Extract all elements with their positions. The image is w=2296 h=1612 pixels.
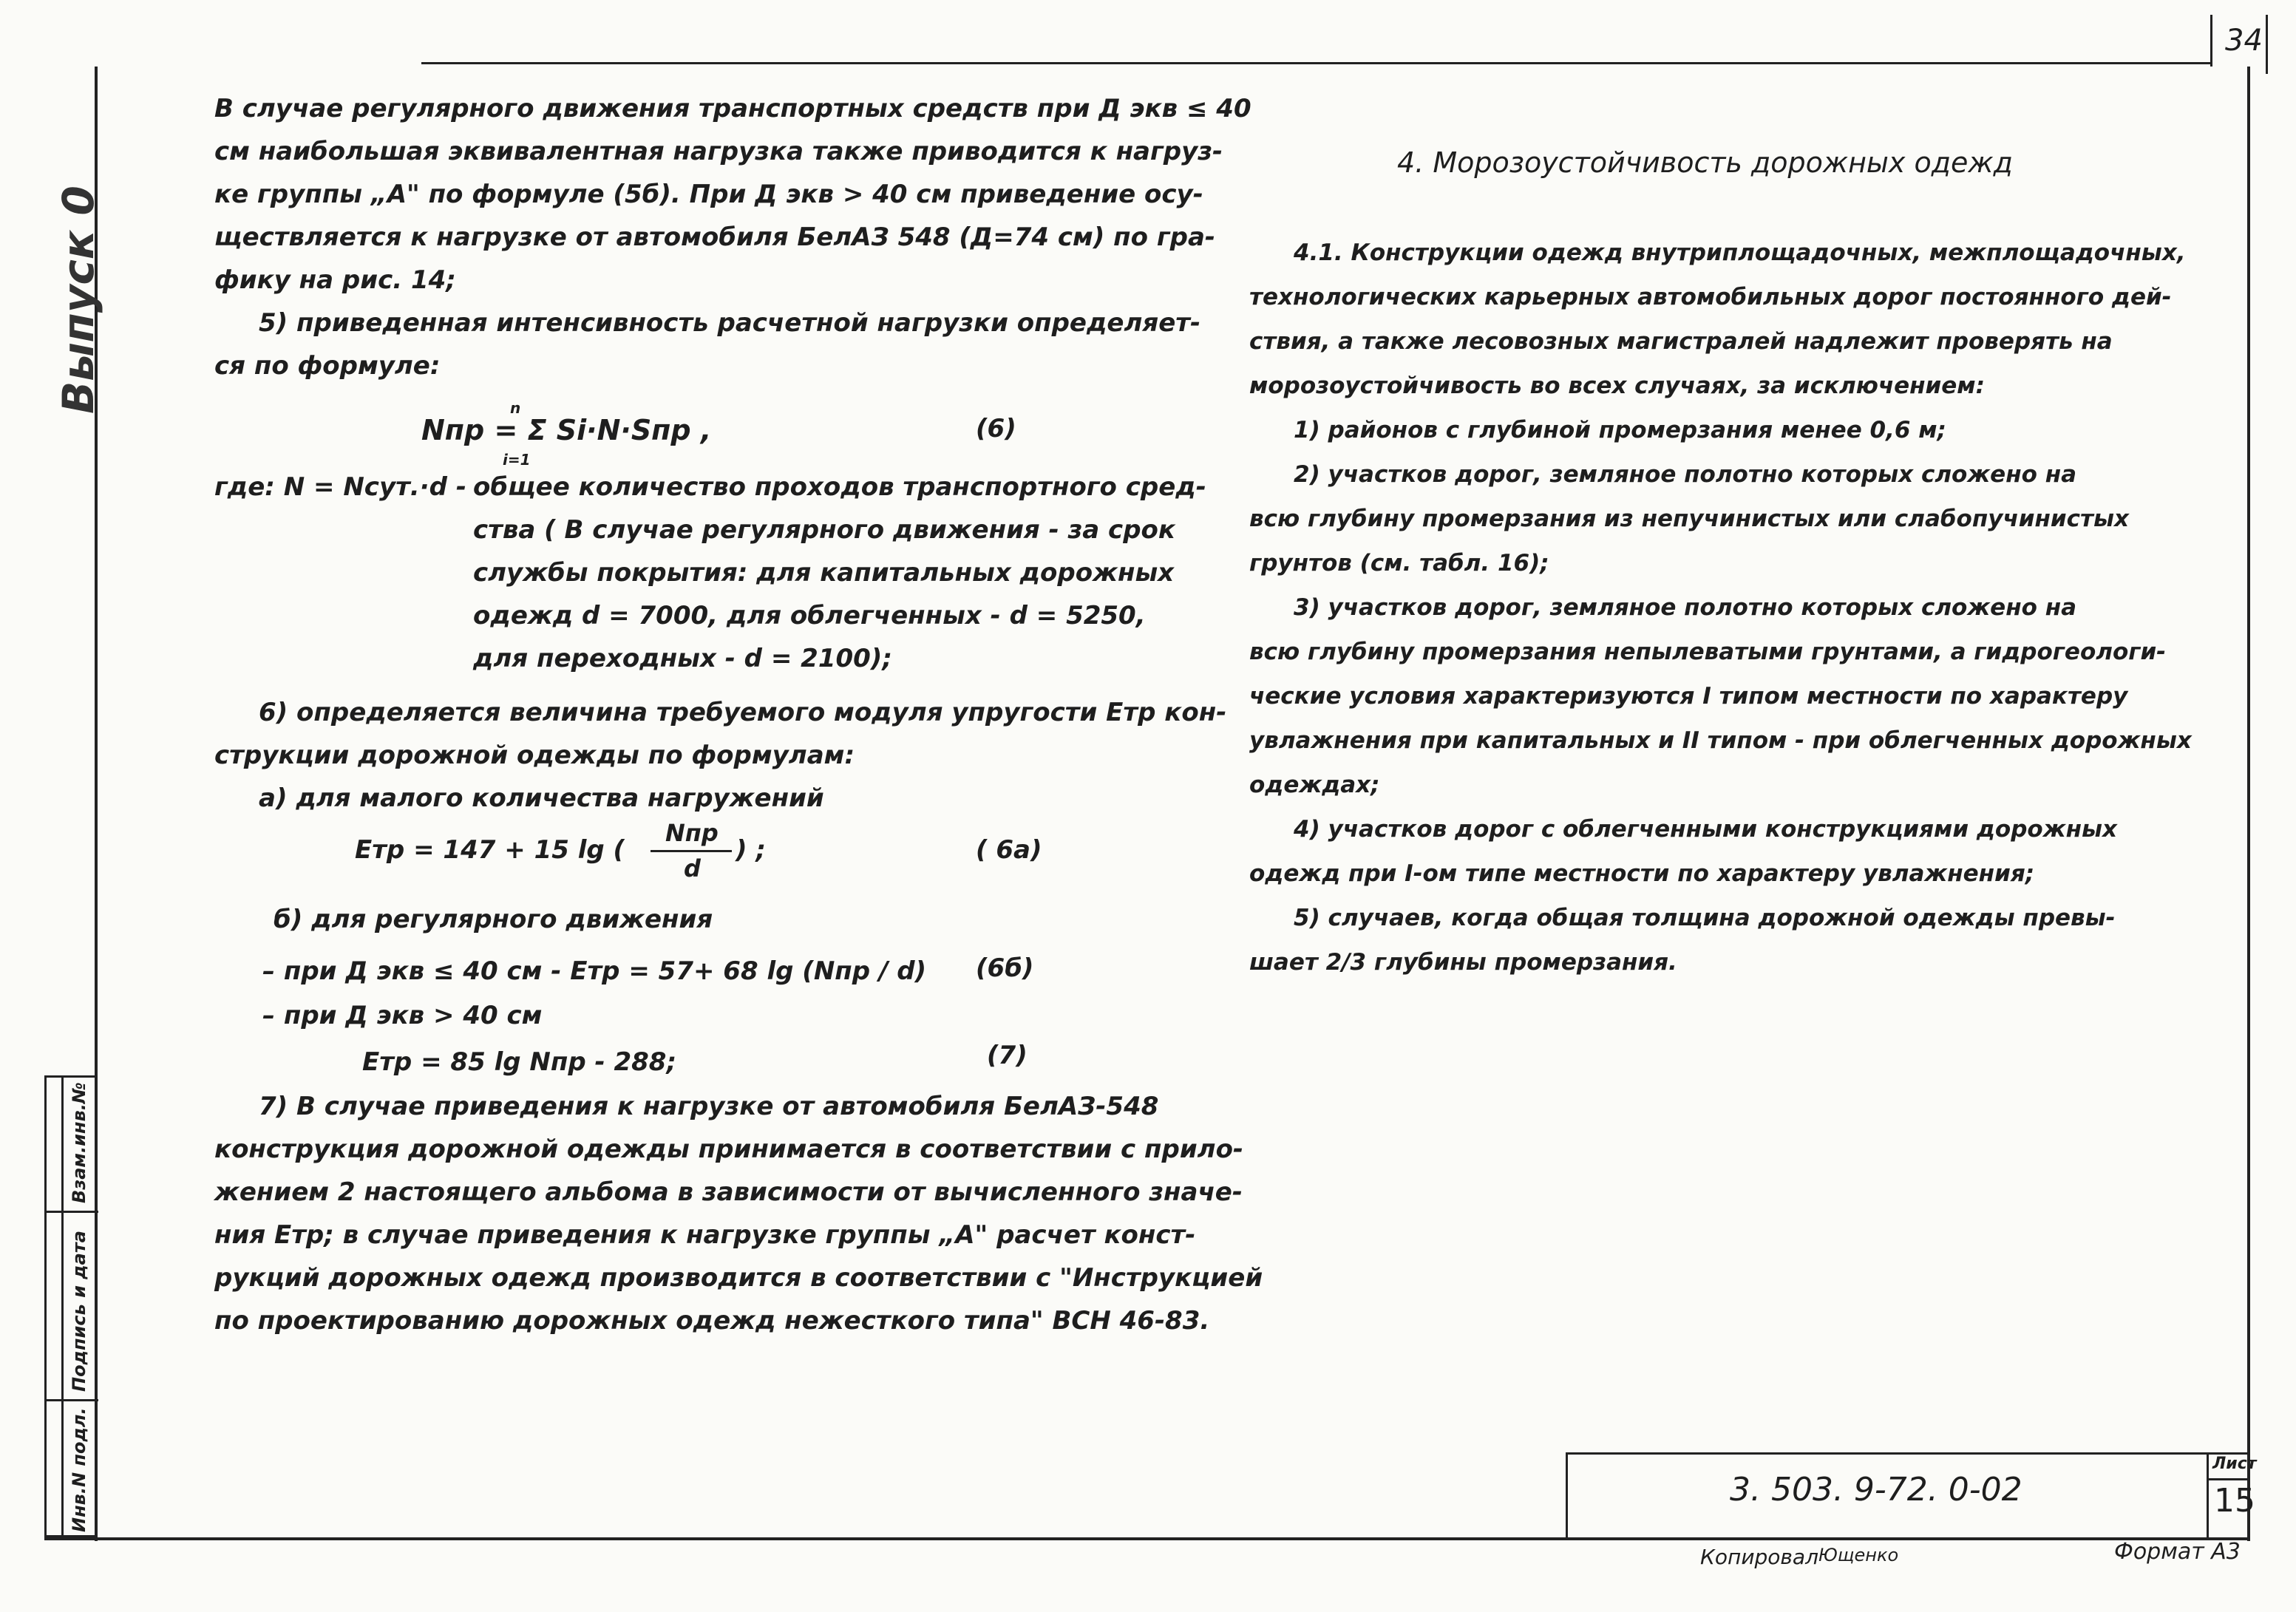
corner-box-right <box>2266 15 2268 74</box>
text-line: ществляется к нагрузке от автомобиля БелАЗ 548 (Д=74 см) по гра- <box>214 222 1216 252</box>
text-line: 7) В случае приведения к нагрузке от автомобиля БелАЗ-548 <box>259 1092 1159 1121</box>
where-prefix: где: N = Nсут.·d - <box>214 472 466 502</box>
text-line: службы покрытия: для капитальных дорожных <box>473 558 1175 588</box>
formula-6a-frac-bar <box>651 850 732 852</box>
text-line: 1) районов с глубиной промерзания менее 0,6 м; <box>1294 417 1946 443</box>
formula-6a-frac-bottom: d <box>684 854 701 882</box>
paper-format: Формат А3 <box>2114 1539 2241 1565</box>
text-line: см наибольшая эквивалентная нагрузка также приводится к нагруз- <box>214 137 1223 166</box>
formula-6-sum-top: n <box>510 399 521 417</box>
text-line: жением 2 настоящего альбома в зависимости от вычисленного значе- <box>214 1177 1243 1207</box>
text-line: В случае регулярного движения транспортных средств при Д экв ≤ 40 <box>214 94 1251 123</box>
issue-label: Выпуск 0 <box>53 186 103 414</box>
text-line: морозоустойчивость во всех случаях, за исключением: <box>1249 373 1986 399</box>
formula-gt40: – при Д экв > 40 см <box>262 1001 543 1030</box>
item-6 <box>214 691 1227 820</box>
text-line: для переходных - d = 2100); <box>473 644 892 673</box>
formula-6: Nпр = Σ Si·N·Sпр , <box>421 414 712 446</box>
right-body <box>1249 231 2203 984</box>
text-line: фику на рис. 14; <box>214 265 456 295</box>
sheet-cell-divider <box>2207 1478 2250 1480</box>
text-line: всю глубину промерзания из непучинистых или слабопучинистых <box>1249 506 2129 532</box>
formula-6b: – при Д экв ≤ 40 см - Eтр = 57+ 68 lg (Nпр / d) <box>262 956 927 986</box>
document-code: 3. 503. 9-72. 0-02 <box>1730 1471 2022 1509</box>
corner-page-number: 34 <box>2225 24 2263 58</box>
where-block <box>473 466 1206 680</box>
text-line: конструкция дорожной одежды принимается в соответствии с прило- <box>214 1135 1244 1164</box>
formula-6a-right: ) ; <box>736 835 766 865</box>
text-line: 3) участков дорог, земляное полотно которых сложено на <box>1294 594 2077 621</box>
text-line: ства ( В случае регулярного движения - за срок <box>473 515 1175 545</box>
formula-6-sum-bottom: i=1 <box>503 451 531 469</box>
text-line: 6) определяется величина требуемого модуля упругости Eтр кон- <box>259 698 1227 727</box>
text-line: 2) участков дорог, земляное полотно которых сложено на <box>1294 461 2077 488</box>
text-line: ния Eтр; в случае приведения к нагрузке группы „А" расчет конст- <box>214 1220 1196 1250</box>
copied-by-signature: Ющенко <box>1818 1545 1899 1565</box>
section-heading: 4. Морозоустойчивость дорожных одежд <box>1397 146 2013 179</box>
text-line: рукций дорожных одежд производится в соответствии с "Инструкцией <box>214 1263 1263 1293</box>
copied-by-label: Копировал <box>1700 1545 1818 1569</box>
item-7 <box>214 1085 1263 1342</box>
stamp-cell-sign: Подпись и дата <box>69 1231 89 1392</box>
formula-6-number: (6) <box>976 414 1016 443</box>
text-line: ствия, а также лесовозных магистралей надлежит проверять на <box>1249 328 2113 355</box>
stamp-cell-vzam: Взам.инв.№ <box>69 1082 89 1203</box>
frame-top-line <box>421 62 2210 64</box>
text-line: а) для малого количества нагружений <box>259 783 824 813</box>
formula-6a-number: ( 6а) <box>976 835 1042 865</box>
text-line: по проектированию дорожных одежд нежесткого типа" ВСН 46-83. <box>214 1306 1210 1336</box>
formula-6a-frac-top: Nпр <box>665 819 719 847</box>
side-stamp <box>44 1075 98 1537</box>
text-line: одежд d = 7000, для облегченных - d = 5250, <box>473 601 1146 630</box>
text-line: шает 2/3 глубины промерзания. <box>1249 949 1677 976</box>
text-line: 4) участков дорог с облегченными конструкциями дорожных <box>1294 816 2118 843</box>
text-line: одежд при I-ом типе местности по характеру увлажнения; <box>1249 860 2035 887</box>
formula-7-number: (7) <box>987 1041 1028 1070</box>
left-intro <box>214 87 1251 387</box>
corner-box-left <box>2210 15 2212 67</box>
text-line: струкции дорожной одежды по формулам: <box>214 741 855 770</box>
text-line: 5) приведенная интенсивность расчетной нагрузки определяет- <box>259 308 1201 338</box>
formula-7: Eтр = 85 lg Nпр - 288; <box>362 1047 677 1077</box>
stamp-cell-inv: Инв.N подл. <box>69 1407 89 1532</box>
text-line: грунтов (см. табл. 16); <box>1249 550 1549 577</box>
formula-6a-left: Eтр = 147 + 15 lg ( <box>355 835 625 865</box>
text-line: ке группы „А" по формуле (5б). При Д экв > 40 см приведение осу- <box>214 180 1203 209</box>
frame-right-line <box>2247 67 2250 1541</box>
text-line: одеждах; <box>1249 772 1380 798</box>
sheet-label: Лист <box>2212 1455 2257 1473</box>
text-line: всю глубину промерзания непылеватыми грунтами, а гидрогеологи- <box>1249 639 2167 665</box>
text-line: общее количество проходов транспортного сред- <box>473 472 1206 502</box>
text-line: технологических карьерных автомобильных дорог постоянного дей- <box>1249 284 2172 310</box>
sheet-number: 15 <box>2214 1482 2255 1520</box>
text-line: 5) случаев, когда общая толщина дорожной одежды превы- <box>1294 905 2116 931</box>
title-block-divider <box>2207 1452 2209 1540</box>
text-line: 4.1. Конструкции одежд внутриплощадочных, межплощадочных, <box>1294 239 2186 266</box>
text-line: ческие условия характеризуются I типом местности по характеру <box>1249 683 2128 710</box>
text-line: увлажнения при капитальных и II типом - при облегченных дорожных <box>1249 727 2192 754</box>
item-b: б) для регулярного движения <box>274 905 713 934</box>
text-line: ся по формуле: <box>214 351 441 381</box>
formula-6b-number: (6б) <box>976 953 1034 983</box>
